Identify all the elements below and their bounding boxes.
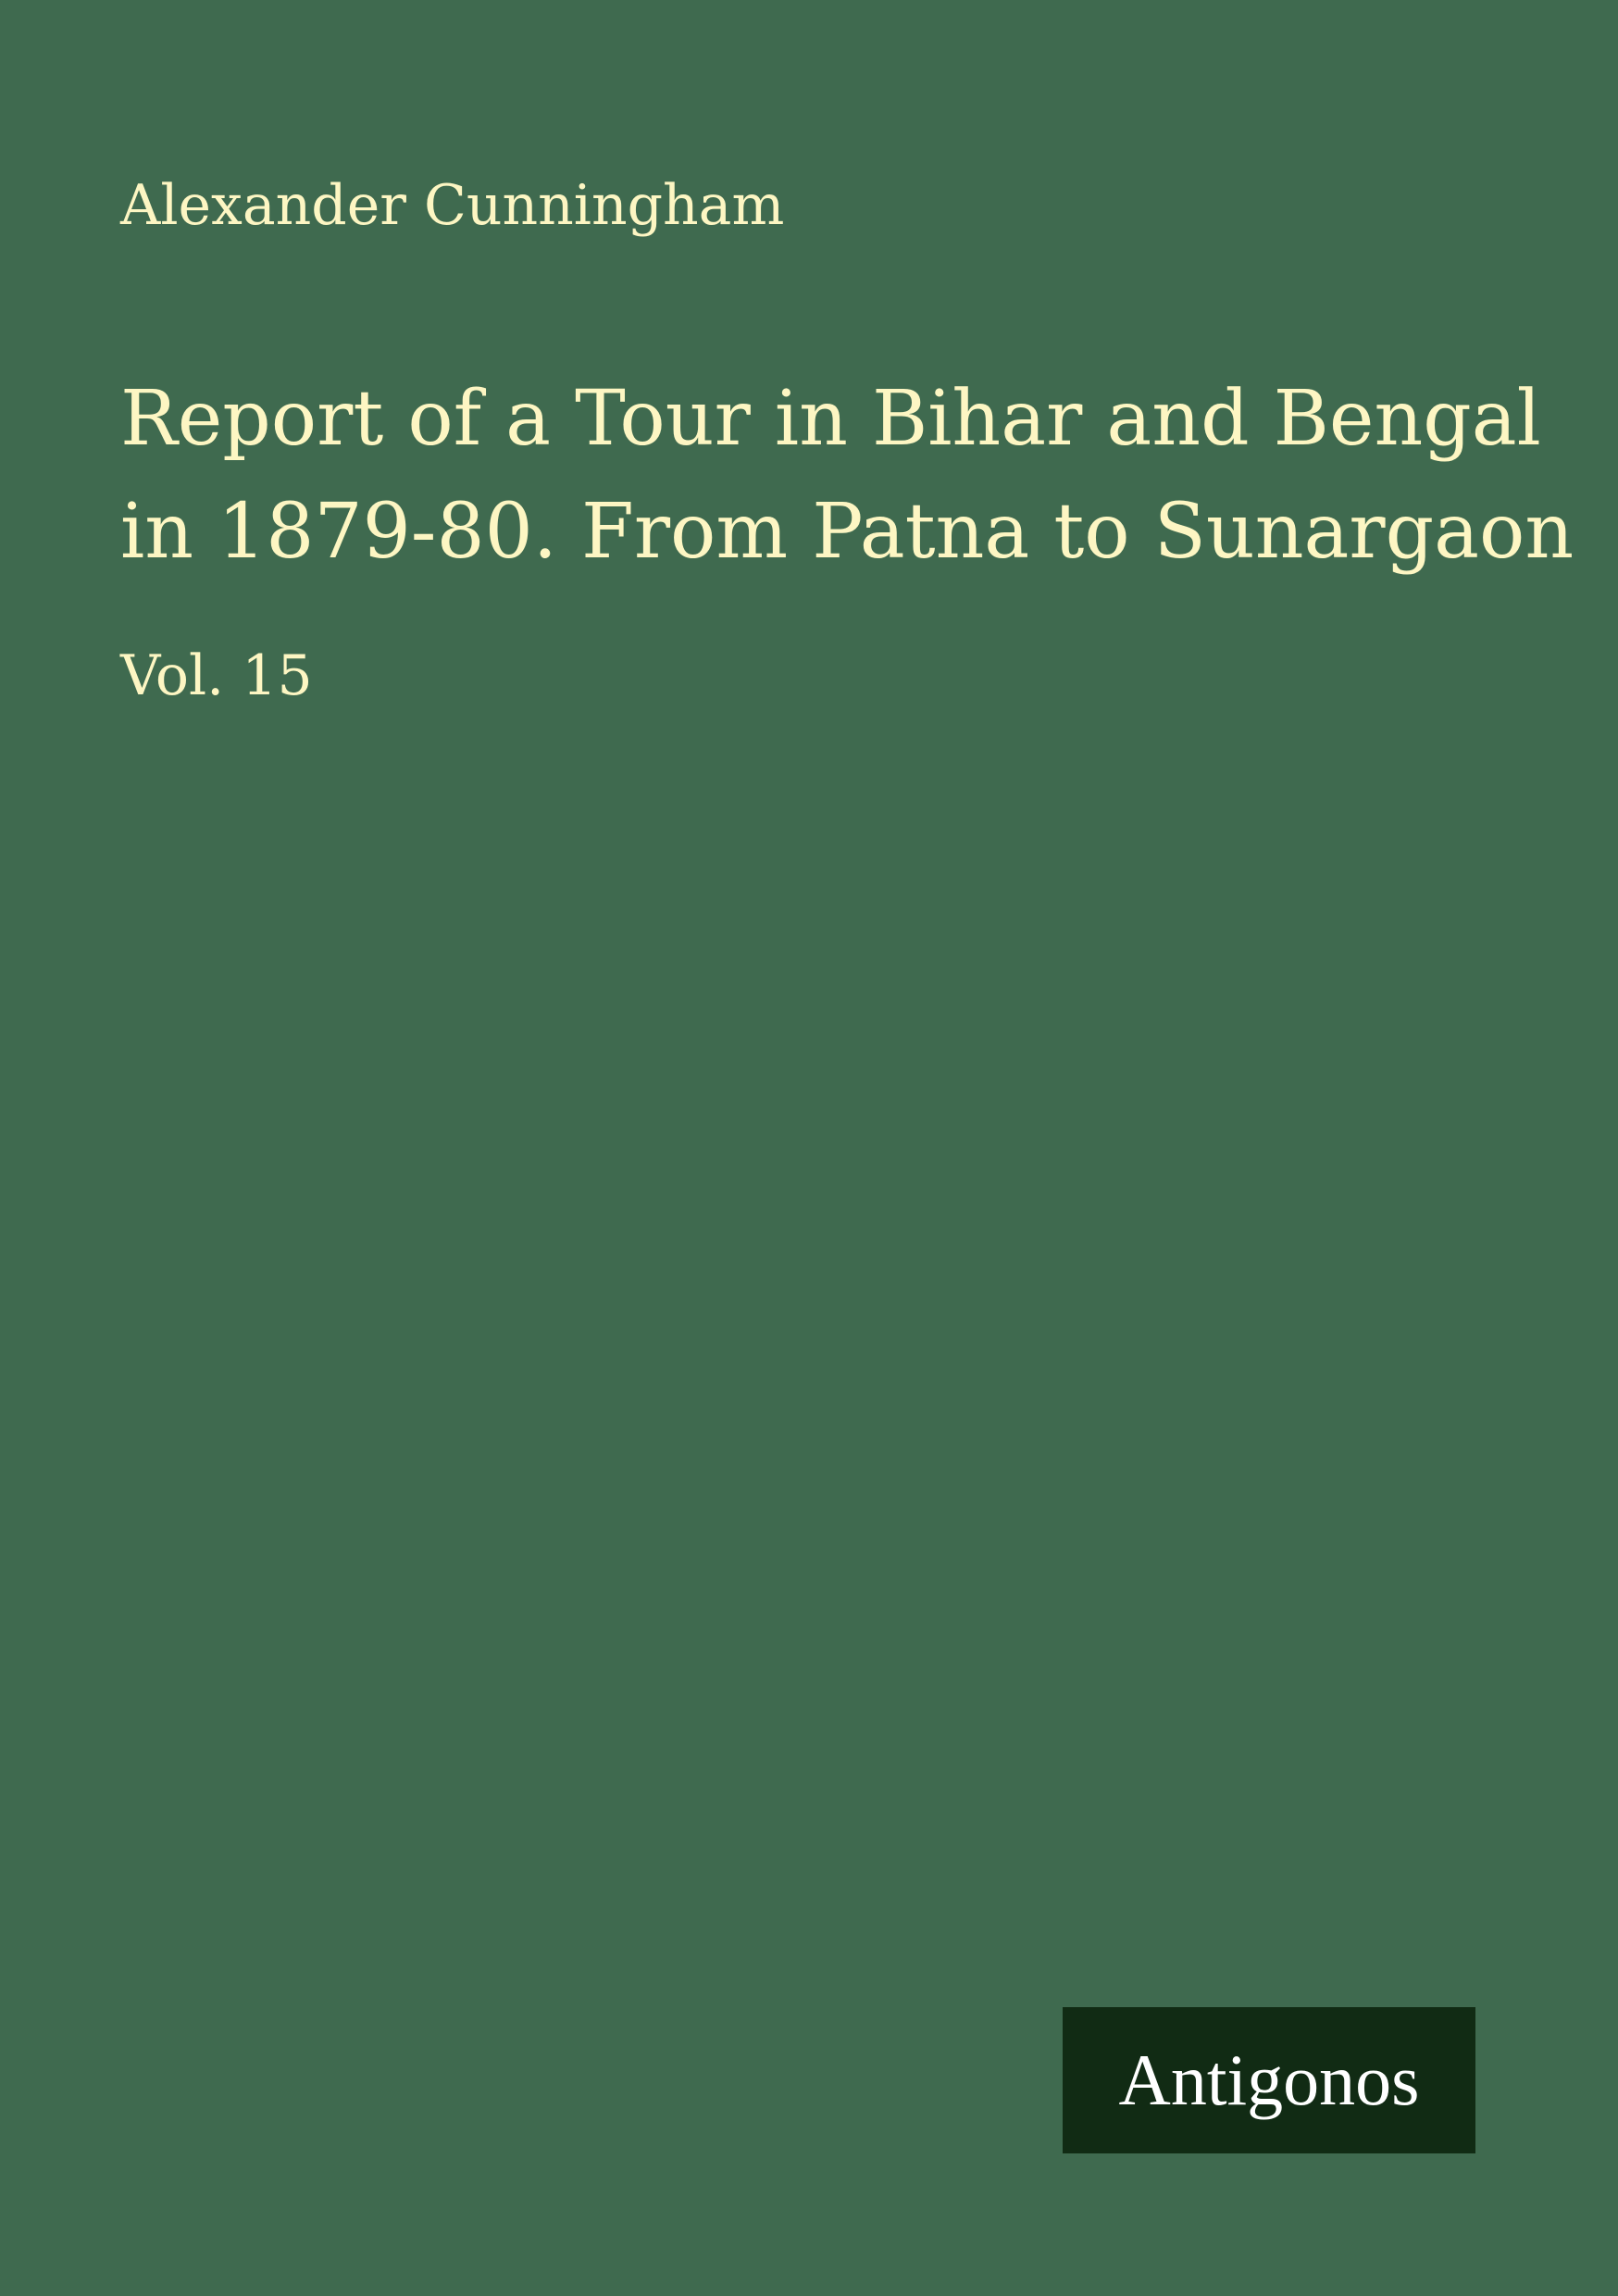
book-title-line-2: in 1879-80. From Patna to Sunargaon: [120, 488, 1574, 576]
publisher-name: Antigonos: [1118, 2040, 1420, 2120]
author-name: Alexander Cunningham: [120, 173, 785, 238]
book-title: [120, 363, 1574, 589]
publisher-badge: [1063, 2007, 1475, 2153]
book-title-line-1: Report of a Tour in Bihar and Bengal: [120, 375, 1541, 463]
volume-number: Vol. 15: [120, 643, 313, 708]
